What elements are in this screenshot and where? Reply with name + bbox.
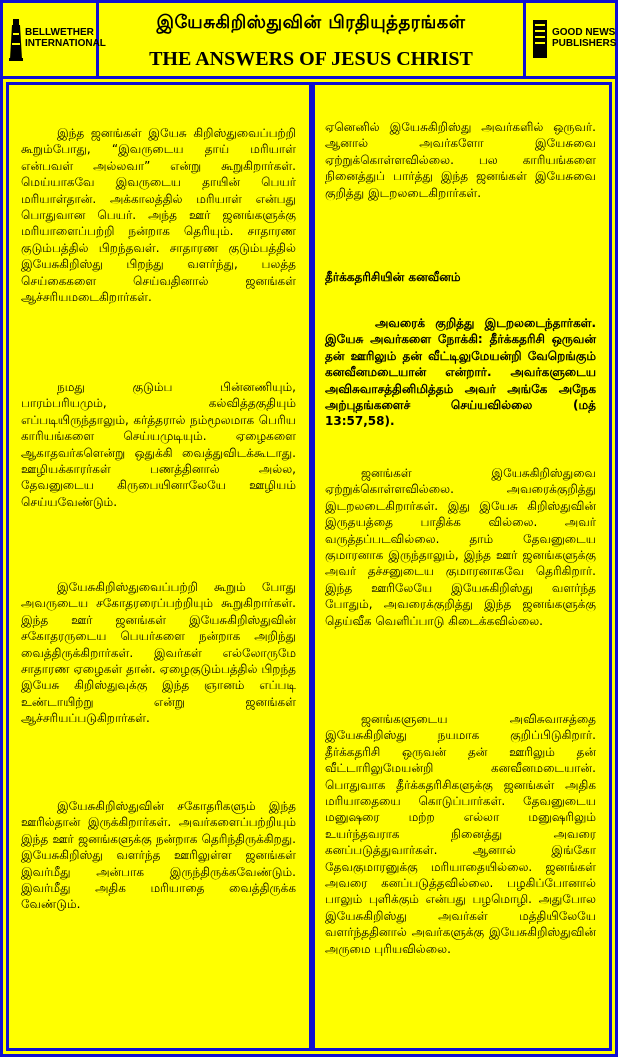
book-icon	[531, 18, 549, 60]
logo-left-line-1: BELLWETHER	[25, 27, 94, 38]
left-paragraph-2: நமது குடும்ப பின்னணியும், பாரம்பரியமும், கல்வித்தகுதியும் எப்படியிருந்தாலும், கர்த்தரால் நம்மூலமாக பெரிய காரியங்களை செய்யமுடியும். ஏழைகளை ஆகாதவர்களென்று ஒதுக்கி வைத்துவிடக்கூடாது. ஊழியக்காரர்கள் பணத்தினால் அல்ல, தேவனுடைய கிருபையினாலேயே ஊழியம் செய்யவேண்டும்.	[21, 380, 296, 509]
lighthouse-icon	[9, 17, 23, 61]
logo-right-line-1: GOOD NEWS	[552, 27, 616, 38]
right-paragraph-1: ஜனங்கள் இயேசுகிறிஸ்துவை ஏற்றுக்கொள்ளவில்லை. அவரைக்குறித்து இடறலடைகிறார்கள். இது இயேசு கிறிஸ்துவின் இருதயத்தை பாதிக்க வில்லை. அவர் வருத்தப்படவில்லை. தாம் தேவனுடைய குமாரனாக இருந்தாலும், இந்த ஊர் ஜனங்களுக்கு அவர் தச்சனுடைய குமாரனாகவே தெரிகிறார். இந்த ஊரிலேயே இயேசுகிறிஸ்து வளர்ந்த போதும், அவரைக்குறித்து இந்த ஜனங்களுக்கு தெய்வீக வெளிப்பாடு கிடைக்கவில்லை.	[325, 466, 596, 628]
left-paragraph-3: இயேசுகிறிஸ்துவைப்பற்றி கூறும் போது அவருடைய சகோதரரைப்பற்றியும் கூறுகிறார்கள். இந்த ஊர் ஜனங்கள் இயேசுகிறிஸ்துவின் சகோதரருடைய பெயர்களை நன்றாக அறிந்து வைத்திருக்கிறார்கள். இவர்கள் எல்லோருமே சாதாரண ஏழைகள் தான். ஏழைகுடும்பத்தில் பிறந்த இயேசு கிறிஸ்துவுக்கு இந்த ஞானம் எப்படி உண்டாயிற்று என்று ஜனங்கள் ஆச்சரியப்படுகிறார்கள்.	[21, 580, 296, 726]
scripture-quote: அவரைக் குறித்து இடறலடைந்தார்கள். இயேசு அவர்களை நோக்கி: தீர்க்கதரிசி ஒருவன் தன் ஊரிலும் தன் வீட்டிலுமேயன்றி வேறெங்கும் கனவீனமடையான் என்றார். அவர்களுடைய அவிசுவாசத்தினிமித்தம் அவர் அங்கே அநேக அற்புதங்களைச் செய்யவில்லை (மத் 13:57,58).	[325, 316, 596, 429]
title-english: THE ANSWERS OF JESUS CHRIST	[149, 48, 473, 70]
section-heading: தீர்க்கதரிசியின் கனவீனம்	[325, 270, 461, 284]
left-paragraph-1: இந்த ஜனங்கள் இயேசு கிறிஸ்துவைப்பற்றி கூறும்போது, “இவருடைய தாய் மரியாள் என்பவள் அல்லவா” என்று கூறுகிறார்கள். மெய்யாகவே இவருடைய தாயின் பெயர் மரியாள்தான். அக்காலத்தில் மரியாள் என்பது பொதுவான பெயர். அந்த ஊர் ஜனங்களுக்கு மரியாளைப்பற்றி நன்றாக தெரியும். சாதாரண குடும்பத்தில் பிறந்தவள். சாதாரண குடும்பத்தில் இயேசுகிறிஸ்து பிறந்து வளர்ந்து, பலத்த செய்கைகளை செய்வதினால் ஜனங்கள் ஆச்சரியமடைகிறார்கள்.	[21, 126, 296, 305]
header	[3, 3, 615, 79]
title-tamil: இயேசுகிறிஸ்துவின் பிரதியுத்தரங்கள்	[156, 12, 466, 33]
logo-right-line-2: PUBLISHERS	[552, 38, 617, 49]
left-column	[6, 82, 312, 1051]
right-paragraph-2: ஜனங்களுடைய அவிசுவாசத்தை இயேசுகிறிஸ்து நயமாக குறிப்பிடுகிறார். தீர்க்கதரிசி ஒருவன் தன் ஊரிலும் தன் வீட்டாரிலுமேயன்றி கனவீனமடையான். பொதுவாக தீர்க்கதரிசிகளுக்கு ஜனங்கள் அதிக மரியாதையை கொடுப்பார்கள். தேவனுடைய மனுஷரை மற்ற எல்லா மனுஷரிலும் உயர்ந்தவராக நினைத்து அவரை கனப்படுத்துவார்கள். ஆனால் இங்கோ தேவகுமாரனுக்கு மரியாதையில்லை. ஜனங்கள் அவரை கனப்படுத்தவில்லை. பழகிப்போனால் பாலும் புளிக்கும் என்பது பழமொழி. அதுபோல இயேசுகிறிஸ்து அவர்கள் மத்தியிலேயே வளர்ந்ததினால் அவர்களுக்கு இயேசுகிறிஸ்துவின் அருமை புரியவில்லை.	[325, 712, 596, 956]
right-intro-paragraph: ஏனெனில் இயேசுகிறிஸ்து அவர்களில் ஒருவர். ஆனால் அவர்களோ இயேசுவை ஏற்றுக்கொள்ளவில்லை. பல காரியங்களை நினைத்துப் பார்த்து இந்த ஜனங்கள் இயேசுவை குறித்து இடறலடைகிறார்கள்.	[325, 120, 596, 200]
good-news-logo	[523, 3, 615, 76]
title-block	[99, 3, 523, 76]
left-paragraph-4: இயேசுகிறிஸ்துவின் சகோதரிகளும் இந்த ஊரில்தான் இருக்கிறார்கள். அவர்களைப்பற்றியும் இந்த ஊர் ஜனங்களுக்கு நன்றாக தெரிந்திருக்கிறது. இயேசுகிறிஸ்து வளர்ந்த ஊரிலுள்ள ஜனங்கள் இவர்மீது அன்பாக இருந்திருக்கவேண்டும். இவர்மீது அதிக மரியாதை வைத்திருக்க வேண்டும்.	[21, 799, 296, 912]
content-columns	[6, 82, 612, 1051]
logo-left-line-2: INTERNATIONAL	[25, 38, 106, 49]
bellwether-logo	[3, 3, 106, 76]
right-column	[312, 82, 612, 1051]
